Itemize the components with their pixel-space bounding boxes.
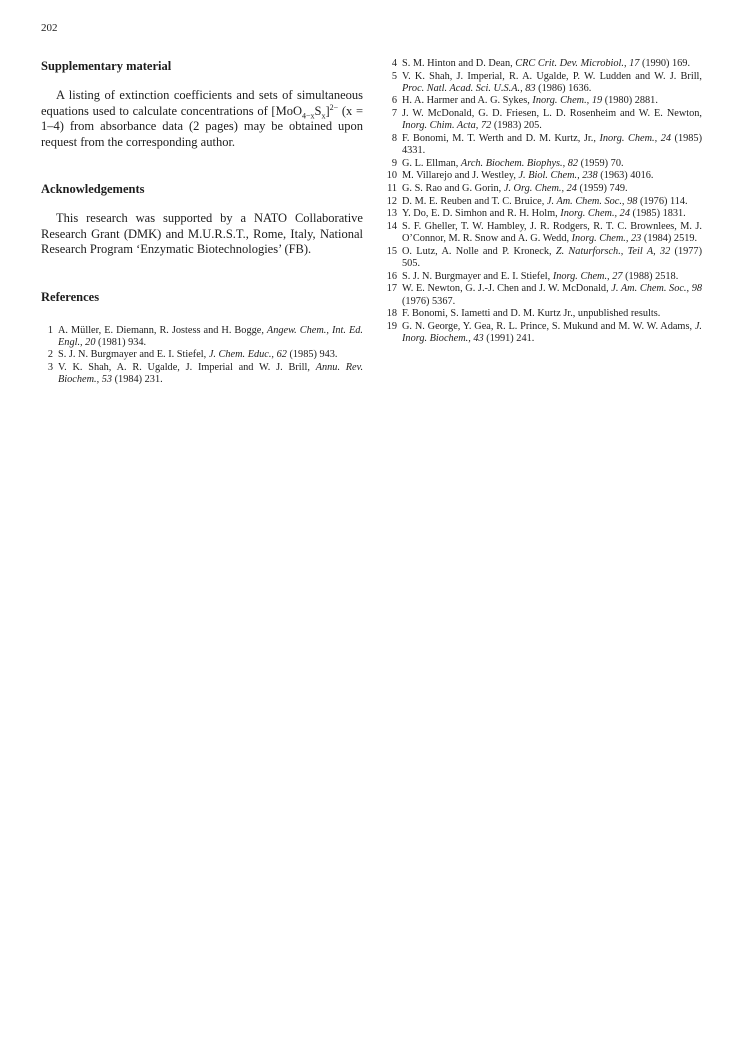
acknowledgements-section	[41, 181, 363, 258]
reference-text	[402, 246, 702, 270]
formula-subscript-sulfur: x	[321, 111, 326, 120]
formula-charge: 2−	[329, 102, 339, 112]
reference-journal: Angew. Chem., Int. Ed. Engl., 20	[58, 324, 363, 348]
reference-journal: Inorg. Chem., 24	[560, 208, 630, 220]
reference-list-left	[41, 325, 363, 387]
reference-text	[402, 133, 702, 157]
formula-bracket: ]	[325, 103, 330, 118]
page-number: 202	[41, 22, 58, 34]
reference-number: 19	[386, 320, 397, 332]
reference-number: 4	[391, 58, 397, 69]
reference-authors: V. K. Shah, J. Imperial, R. A. Ugalde, P. W. Ludden and W. J. Brill,	[402, 70, 702, 82]
reference-details: (1977) 505.	[402, 245, 703, 270]
reference-text	[58, 325, 363, 349]
reference-text	[402, 170, 702, 182]
reference-authors: A. Müller, E. Diemann, R. Jostess and H. Bogge,	[58, 324, 267, 336]
reference-authors: O. Lutz, A. Nolle and P. Kroneck,	[402, 245, 556, 257]
reference-authors: S. J. N. Burgmayer and E. I. Stiefel,	[402, 270, 553, 282]
reference-item	[385, 196, 702, 208]
reference-details: (1985) 1831.	[629, 208, 686, 220]
reference-details: (1984) 2519.	[641, 233, 698, 245]
reference-text	[402, 321, 702, 345]
reference-journal: J. Org. Chem., 24	[503, 183, 577, 195]
reference-journal: J. Am. Chem. Soc., 98	[546, 195, 638, 207]
reference-journal: Inorg. Chem., 19	[532, 95, 603, 107]
reference-item	[385, 170, 702, 182]
reference-journal: Inorg. Chem., 23	[571, 233, 642, 245]
reference-item	[41, 325, 363, 349]
reference-number: 8	[391, 132, 397, 144]
reference-journal: J. Inorg. Biochem., 43	[402, 320, 702, 344]
reference-authors: G. L. Ellman,	[402, 157, 461, 169]
reference-item	[385, 283, 702, 307]
reference-journal: Proc. Natl. Acad. Sci. U.S.A., 83	[402, 82, 536, 94]
reference-authors: S. J. N. Burgmayer and E. I. Stiefel,	[58, 349, 209, 361]
reference-details: (1988) 2518.	[622, 270, 679, 282]
acknowledgements-heading: Acknowledgements	[41, 182, 145, 196]
reference-text	[402, 308, 702, 320]
reference-item	[385, 108, 702, 132]
reference-journal: J. Chem. Educ., 62	[208, 349, 287, 361]
reference-text	[58, 349, 363, 361]
reference-number: 7	[391, 108, 397, 120]
reference-number: 3	[47, 361, 53, 373]
reference-details: (1959) 70.	[578, 157, 624, 169]
reference-journal: Inorg. Chem., 24	[599, 132, 672, 144]
reference-details: (1981) 934.	[95, 336, 147, 348]
reference-number: 14	[386, 221, 397, 233]
reference-number: 13	[386, 208, 397, 220]
reference-details: (1980) 2881.	[602, 95, 658, 107]
reference-authors: M. Villarejo and J. Westley,	[402, 170, 519, 182]
reference-authors: G. S. Rao and G. Gorin,	[402, 183, 504, 195]
reference-item	[385, 133, 702, 157]
reference-number: 12	[386, 195, 397, 207]
reference-text	[402, 71, 702, 95]
reference-item	[385, 95, 702, 107]
references-heading: References	[41, 289, 100, 304]
reference-number: 16	[386, 270, 397, 282]
reference-list-right	[385, 58, 702, 345]
reference-authors: D. M. E. Reuben and T. C. Bruice,	[402, 195, 547, 207]
reference-journal: Z. Naturforsch., Teil A, 32	[555, 245, 671, 257]
reference-details: (1986) 1636.	[535, 82, 592, 94]
reference-number: 17	[386, 283, 397, 295]
reference-details: (1990) 169.	[639, 58, 691, 69]
reference-journal: Inorg. Chim. Acta, 72	[402, 120, 492, 132]
reference-authors: F. Bonomi, M. T. Werth and D. M. Kurtz, Jr.,	[402, 132, 600, 144]
reference-journal: Annu. Rev. Biochem., 53	[58, 361, 364, 386]
reference-details: (1984) 231.	[112, 374, 163, 386]
reference-details: (1959) 749.	[576, 183, 628, 195]
formula-range: (x = 1–4)	[41, 103, 363, 133]
reference-text	[402, 183, 702, 195]
supplementary-text-start: A listing of extinction coefficients and sets of simultaneous equations used to calculate concentrations of [MoO	[41, 88, 363, 118]
reference-authors: H. A. Harmer and A. G. Sykes,	[402, 95, 533, 107]
reference-item	[385, 321, 702, 345]
reference-authors: S. M. Hinton and D. Dean,	[402, 58, 516, 69]
reference-item	[385, 271, 702, 283]
reference-text	[402, 196, 702, 208]
reference-details: (1985) 4331.	[402, 132, 703, 157]
reference-text	[58, 362, 363, 386]
reference-journal: J. Am. Chem. Soc., 98	[611, 283, 703, 295]
reference-authors: J. W. McDonald, G. D. Friesen, L. D. Rosenheim and W. E. Newton,	[402, 108, 702, 120]
supplementary-heading: Supplementary material	[41, 59, 172, 73]
acknowledgements-text: This research was supported by a NATO Collaborative Research Grant (DMK) and M.U.R.S.T., Rome, Italy, National Research Program ‘Enzymatic Biotechnologies’ (FB).	[41, 211, 363, 256]
reference-journal: Arch. Biochem. Biophys., 82	[460, 157, 579, 169]
reference-text	[402, 271, 702, 283]
reference-text	[402, 208, 702, 220]
left-column	[41, 58, 363, 387]
reference-number: 6	[391, 95, 397, 107]
reference-authors: W. E. Newton, G. J.-J. Chen and J. W. McDonald,	[402, 283, 612, 295]
reference-details: (1976) 5367.	[402, 295, 456, 307]
reference-text	[402, 158, 702, 170]
right-column	[385, 58, 702, 346]
reference-item	[385, 58, 702, 70]
reference-item	[385, 221, 702, 245]
formula-subscript-oxygen: 4−x	[301, 111, 315, 120]
reference-authors: V. K. Shah, A. R. Ugalde, J. Imperial and W. J. Brill,	[58, 361, 316, 373]
reference-item	[385, 246, 702, 270]
reference-details: (1985) 943.	[286, 349, 338, 361]
supplementary-text	[41, 88, 363, 150]
reference-authors: F. Bonomi, S. Iametti and D. M. Kurtz Jr., unpublished results.	[402, 308, 661, 320]
reference-text	[402, 283, 702, 307]
reference-number: 11	[387, 183, 397, 195]
reference-authors: G. N. George, Y. Gea, R. L. Prince, S. Mukund and M. W. W. Adams,	[402, 320, 695, 332]
reference-journal: Inorg. Chem., 27	[552, 270, 623, 282]
reference-number: 18	[386, 308, 397, 320]
reference-item	[385, 71, 702, 95]
reference-details: (1983) 205.	[491, 120, 542, 132]
reference-authors: S. F. Gheller, T. W. Hambley, J. R. Rodgers, R. T. C. Brownlees, M. J. O’Connor, M. R. Snow and A. G. Wedd,	[402, 221, 702, 245]
reference-text	[402, 221, 702, 245]
reference-item	[385, 308, 702, 320]
reference-text	[402, 58, 702, 70]
references-section-start	[41, 289, 363, 387]
supplementary-text-end: from absorbance data (2 pages) may be obtained upon request from the corresponding author.	[41, 119, 363, 149]
reference-journal: CRC Crit. Dev. Microbiol., 17	[515, 58, 640, 69]
reference-text	[402, 95, 702, 107]
reference-details: (1963) 4016.	[597, 170, 654, 182]
supplementary-section	[41, 58, 363, 150]
reference-item	[41, 349, 363, 361]
reference-number: 10	[386, 170, 397, 182]
formula-sulfur: S	[314, 103, 322, 118]
reference-item	[385, 208, 702, 220]
reference-text	[402, 108, 702, 132]
reference-item	[385, 183, 702, 195]
reference-details: (1976) 114.	[637, 195, 688, 207]
reference-number: 2	[47, 349, 53, 361]
reference-number: 15	[386, 245, 397, 257]
reference-number: 1	[47, 324, 53, 336]
reference-item	[385, 158, 702, 170]
reference-details: (1991) 241.	[483, 332, 535, 344]
reference-item	[41, 362, 363, 386]
reference-journal: J. Biol. Chem., 238	[518, 170, 598, 182]
reference-number: 5	[391, 70, 397, 82]
reference-authors: Y. Do, E. D. Simhon and R. H. Holm,	[402, 208, 561, 220]
reference-number: 9	[391, 157, 397, 169]
